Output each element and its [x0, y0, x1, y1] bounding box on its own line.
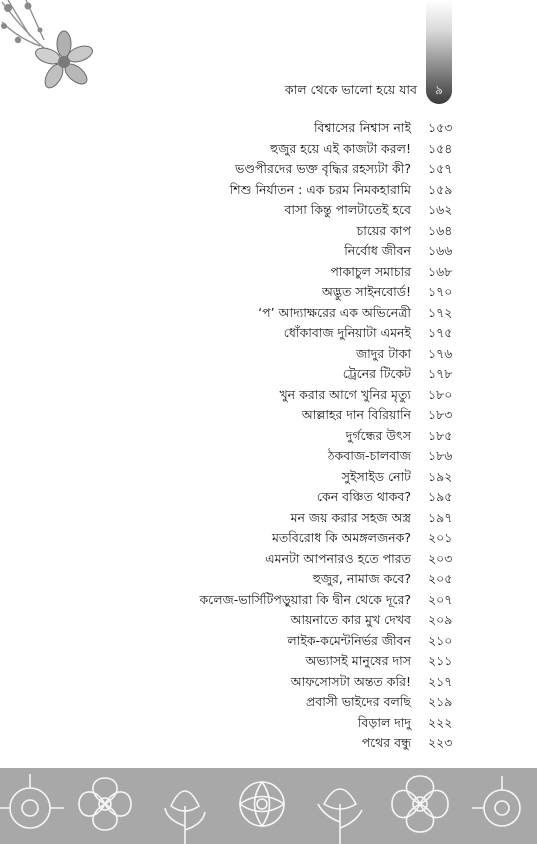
toc-entry-title: মন জয় করার সহজ অস্ত্র [290, 509, 411, 525]
toc-entry-title: বিড়াল দাদু [357, 714, 411, 730]
toc-entry [0, 221, 537, 242]
toc-entry-page: ২১১ [428, 653, 453, 668]
toc-entry [0, 549, 537, 570]
toc-entry-title: মতবিরোধ কি অমঙ্গলজনক? [271, 530, 411, 545]
toc-entry-page: ২১০ [428, 632, 453, 648]
toc-entry-page: ২২২ [428, 714, 453, 730]
toc-entry-title: চায়ের কাপ [356, 222, 411, 238]
toc-entry [0, 303, 537, 324]
toc-entry-title: ট্রেনের টিকেট [342, 366, 411, 381]
toc-entry [0, 610, 537, 631]
toc-entry-page: ১৫৩ [428, 120, 453, 135]
toc-entry [0, 467, 537, 488]
toc-entry [0, 487, 537, 508]
floral-footer-band [0, 768, 537, 844]
toc-entry-title: কেন বঞ্চিত থাকব? [316, 489, 411, 504]
toc-entry-page: ২০৭ [428, 591, 453, 607]
toc-entry-page: ১৫৪ [428, 140, 453, 156]
toc-entry-title: অদ্ভুত সাইনবোর্ড! [321, 284, 411, 299]
toc-entry [0, 631, 537, 652]
toc-entry-page: ১৬৪ [428, 222, 453, 238]
toc-entry-title: ভণ্ডপীরদের ভক্ত বৃদ্ধির রহস্যটা কী? [235, 161, 411, 176]
toc-entry [0, 364, 537, 385]
toc-entry-page: ১৭৮ [428, 366, 453, 381]
toc-entry [0, 405, 537, 426]
toc-entry [0, 651, 537, 672]
toc-entry [0, 569, 537, 590]
toc-entry-page: ১৭৬ [428, 345, 453, 361]
toc-entry [0, 446, 537, 467]
toc-entry-title: বাসা কিন্তু পালটাতেই হবে [284, 202, 411, 217]
toc-entry [0, 344, 537, 365]
toc-entry-title: নির্বোধ জীবন [344, 243, 411, 258]
toc-entry-page: ১৮৫ [428, 427, 453, 443]
toc-entry-page: ১৫৯ [428, 181, 453, 197]
toc-entry-page: ১৭২ [428, 304, 453, 320]
toc-entry-title: ‘প’ আদ্যাক্ষরের এক অভিনেত্রী [258, 304, 411, 320]
toc-entry-title: পাকাচুল সমাচার [330, 263, 411, 279]
toc-entry-page: ১৬৬ [428, 243, 453, 258]
toc-entry [0, 426, 537, 447]
toc-entry-title: ঠকবাজ-চালবাজ [327, 448, 411, 463]
toc-entry [0, 733, 537, 754]
toc-entry [0, 159, 537, 180]
toc-entry-page: ২০১ [428, 530, 453, 545]
toc-entry [0, 180, 537, 201]
toc-entry-title: আফসোসটা অন্তত করি! [290, 673, 411, 689]
toc-entry [0, 672, 537, 693]
toc-entry-page: ২০৫ [428, 571, 453, 586]
toc-entry-page: ১৮৩ [428, 407, 453, 422]
toc-entry [0, 139, 537, 160]
toc-entry-page: ২০৯ [428, 612, 453, 627]
toc-entry [0, 282, 537, 303]
toc-entry-page: ১৯৭ [428, 509, 453, 525]
toc-entry [0, 200, 537, 221]
toc-entry-title: দুর্গন্ধের উৎস [345, 427, 411, 443]
toc-entry-page: ২২৩ [428, 735, 453, 750]
toc-entry-title: ধোঁকাবাজ দুনিয়াটা এমনই [283, 325, 411, 340]
toc-entry-title: অভ্যাসই মানুষের দাস [305, 653, 411, 668]
toc-entry-page: ১৮০ [428, 386, 453, 402]
toc-entry [0, 262, 537, 283]
toc-entry-title: প্রবাসী ভাইদের বলছি [305, 694, 411, 709]
toc-entry-page: ২১৯ [428, 694, 453, 709]
toc-entry-page: ১৬২ [428, 202, 453, 217]
toc-entry-title: খুন করার আগে খুনির মৃত্যু [279, 386, 411, 402]
toc-entry [0, 118, 537, 139]
toc-entry [0, 241, 537, 262]
toc-entry-page: ১৬৮ [428, 263, 453, 279]
toc-entry-page: ১৮৬ [428, 448, 453, 463]
toc-entry-page: ১৫৭ [428, 161, 453, 176]
toc-entry [0, 508, 537, 529]
toc-entry-page: ১৭০ [428, 284, 453, 299]
toc-entry-title: বিশ্বাসের নিশ্বাস নাই [313, 120, 411, 135]
toc-entry [0, 590, 537, 611]
toc-entry-title: আয়নাতে কার মুখ দেখব [290, 612, 411, 627]
toc-entry-page: ২০৩ [428, 550, 453, 566]
toc-entry-page: ১৯২ [428, 468, 453, 484]
table-of-contents [0, 118, 537, 754]
running-title: কাল থেকে ভালো হয়ে যাব [284, 82, 417, 97]
toc-entry [0, 713, 537, 734]
toc-entry [0, 692, 537, 713]
toc-entry-title: শিশু নির্যাতন : এক চরম নিমকহারামি [229, 181, 411, 197]
toc-entry [0, 385, 537, 406]
toc-entry-title: লাইক-কমেন্টনির্ভর জীবন [287, 632, 411, 648]
toc-entry-title: আল্লাহর দান বিরিয়ানি [301, 407, 411, 422]
toc-entry-page: ১৭৫ [428, 325, 453, 340]
toc-entry-title: জাদুর টাকা [355, 345, 411, 361]
toc-entry-title: হুজুর, নামাজ কবে? [312, 571, 411, 586]
toc-entry-title: সুইসাইড নোট [341, 468, 411, 484]
toc-entry [0, 528, 537, 549]
floral-corner-ornament [0, 0, 110, 110]
toc-entry-title: পথের বন্ধু [361, 735, 411, 750]
toc-entry-title: এমনটা আপনারও হতে পারত [265, 550, 411, 566]
page-number: ৯ [435, 83, 443, 97]
toc-entry [0, 323, 537, 344]
toc-entry-title: কলেজ-ভার্সিটিপড়ুয়ারা কি দ্বীন থেকে দূরে? [199, 591, 411, 607]
toc-entry-page: ১৯৫ [428, 489, 453, 504]
toc-entry-title: হুজুর হয়ে এই কাজটা করল! [270, 140, 411, 156]
toc-entry-page: ২১৭ [428, 673, 453, 689]
